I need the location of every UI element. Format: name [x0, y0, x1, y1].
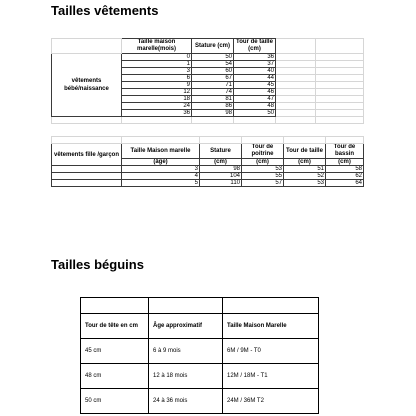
- table-row: 48 cm 12 à 18 mois 12M / 18M - T1: [81, 364, 319, 389]
- header-waist: Tour de taille (cm): [234, 39, 276, 54]
- table-row: 18 81 47: [52, 96, 364, 103]
- header-chest: Tour de poitrine: [242, 144, 284, 159]
- header-head-circumference: Tour de tête en cm: [81, 314, 149, 339]
- table-row: vêtements bébé/naissance 0 50 36: [52, 54, 364, 61]
- table-row: 45 cm 6 à 9 mois 6M / 9M - T0: [81, 339, 319, 364]
- header-hip: Tour de bassin: [326, 144, 364, 159]
- header-size: Taille maison marelle(mois): [122, 39, 192, 54]
- table-row: 9 71 45: [52, 82, 364, 89]
- table-row: 3 98 53 51 58: [52, 166, 364, 173]
- table-row: 24 86 48: [52, 103, 364, 110]
- table-row: 50 cm 24 à 36 mois 24M / 36M T2: [81, 389, 319, 414]
- table-row: 6 67 44: [52, 75, 364, 82]
- table-row: 4 104 55 52 62: [52, 173, 364, 180]
- row-group-label-baby: vêtements bébé/naissance: [52, 54, 122, 117]
- section-title-bonnet-sizes: Tailles béguins: [51, 257, 144, 272]
- bonnet-size-table: [80, 297, 319, 414]
- header-maison-size: Taille Maison Marelle: [223, 314, 319, 339]
- row-group-label-kids: vêtements fille /garçon: [52, 144, 122, 166]
- section-title-clothing-sizes: Tailles vêtements: [51, 3, 159, 18]
- header-approx-age: Âge approximatif: [149, 314, 223, 339]
- table-row: 1 54 37: [52, 61, 364, 68]
- baby-size-table: [51, 38, 364, 124]
- table-row: 12 74 46: [52, 89, 364, 96]
- header-waist-kids: Tour de taille: [284, 144, 326, 159]
- header-stature-kids: Stature: [200, 144, 242, 159]
- header-size-kids: Taille Maison marelle: [122, 144, 200, 159]
- table-row: 3 60 40: [52, 68, 364, 75]
- header-stature: Stature (cm): [192, 39, 234, 54]
- table-row: 5 110 57 53 64: [52, 180, 364, 187]
- table-row: 36 98 50: [52, 110, 364, 117]
- kids-size-table: vêtements fille /garçon Taille Maison marelle Stature Tour de poitrine Tour de taille Tour de bassin (âge) (cm) (cm) (cm) (cm) 3 98 53 51 58 4 104 55 52 62 5 110 57 53 64: [51, 136, 364, 187]
